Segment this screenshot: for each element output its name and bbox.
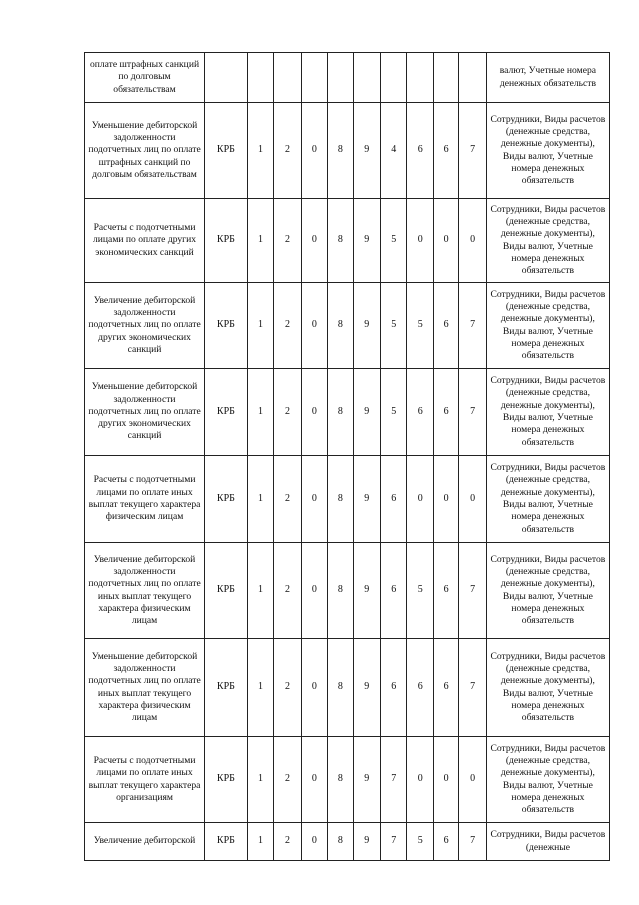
- table-row: [85, 639, 610, 737]
- account-digit-cell: 5: [381, 199, 407, 283]
- account-digit-cell: 1: [247, 823, 273, 861]
- account-name-cell: Увеличение дебиторской задолженности подотчетных лиц по оплате иных выплат текущего характера физическим лицам: [85, 543, 205, 639]
- account-digit-cell: 8: [328, 103, 353, 199]
- account-digit-cell: 0: [459, 456, 486, 543]
- kbk-cell: КРБ: [205, 199, 248, 283]
- analytics-cell: Сотрудники, Виды расчетов (денежные средства, денежные документы), Виды валют, Учетные номера денежных обязательств: [486, 103, 609, 199]
- analytics-cell: Сотрудники, Виды расчетов (денежные средства, денежные документы), Виды валют, Учетные номера денежных обязательств: [486, 283, 609, 369]
- table-row: [85, 103, 610, 199]
- account-digit-cell: 0: [301, 543, 327, 639]
- account-name-cell: оплате штрафных санкций по долговым обязательствам: [85, 53, 205, 103]
- account-digit-cell: 8: [328, 369, 353, 456]
- account-digit-cell: 4: [381, 103, 407, 199]
- kbk-cell: КРБ: [205, 103, 248, 199]
- account-digit-cell: 1: [247, 737, 273, 823]
- account-digit-cell: 0: [433, 456, 458, 543]
- account-name-cell: Увеличение дебиторской: [85, 823, 205, 861]
- kbk-cell: КРБ: [205, 283, 248, 369]
- account-digit-cell: 2: [274, 737, 301, 823]
- account-name-cell: Уменьшение дебиторской задолженности подотчетных лиц по оплате штрафных санкций по долговым обязательствам: [85, 103, 205, 199]
- account-digit-cell: 8: [328, 283, 353, 369]
- table-body: [85, 53, 610, 861]
- kbk-cell: [205, 53, 248, 103]
- table-row: [85, 823, 610, 861]
- kbk-cell: КРБ: [205, 737, 248, 823]
- account-digit-cell: 2: [274, 103, 301, 199]
- account-digit-cell: 0: [301, 283, 327, 369]
- account-digit-cell: [407, 53, 433, 103]
- account-digit-cell: 7: [459, 639, 486, 737]
- account-digit-cell: 5: [407, 543, 433, 639]
- account-digit-cell: [353, 53, 380, 103]
- analytics-cell: Сотрудники, Виды расчетов (денежные средства, денежные документы), Виды валют, Учетные номера денежных обязательств: [486, 737, 609, 823]
- account-digit-cell: 0: [407, 737, 433, 823]
- account-digit-cell: 8: [328, 823, 353, 861]
- account-digit-cell: 0: [301, 199, 327, 283]
- table-row: [85, 369, 610, 456]
- kbk-cell: КРБ: [205, 823, 248, 861]
- account-digit-cell: 1: [247, 103, 273, 199]
- kbk-cell: КРБ: [205, 543, 248, 639]
- account-digit-cell: 2: [274, 456, 301, 543]
- account-digit-cell: 5: [381, 283, 407, 369]
- account-digit-cell: 0: [301, 823, 327, 861]
- account-digit-cell: 2: [274, 823, 301, 861]
- account-digit-cell: 6: [381, 543, 407, 639]
- table-row: [85, 737, 610, 823]
- account-digit-cell: 1: [247, 283, 273, 369]
- account-digit-cell: 0: [407, 199, 433, 283]
- account-digit-cell: 6: [433, 639, 458, 737]
- table-row: [85, 199, 610, 283]
- account-digit-cell: 1: [247, 199, 273, 283]
- table-row: [85, 283, 610, 369]
- account-digit-cell: 0: [407, 456, 433, 543]
- account-name-cell: Расчеты с подотчетными лицами по оплате других экономических санкций: [85, 199, 205, 283]
- account-digit-cell: 0: [301, 639, 327, 737]
- kbk-cell: КРБ: [205, 639, 248, 737]
- account-digit-cell: [459, 53, 486, 103]
- analytics-cell: Сотрудники, Виды расчетов (денежные: [486, 823, 609, 861]
- account-digit-cell: 2: [274, 639, 301, 737]
- account-digit-cell: 5: [407, 283, 433, 369]
- account-digit-cell: 6: [433, 823, 458, 861]
- analytics-cell: валют, Учетные номера денежных обязательств: [486, 53, 609, 103]
- account-digit-cell: 9: [353, 103, 380, 199]
- account-digit-cell: [433, 53, 458, 103]
- account-name-cell: Увеличение дебиторской задолженности подотчетных лиц по оплате других экономических санкций: [85, 283, 205, 369]
- account-digit-cell: 6: [407, 369, 433, 456]
- account-name-cell: Расчеты с подотчетными лицами по оплате иных выплат текущего характера физическим лицам: [85, 456, 205, 543]
- account-digit-cell: [328, 53, 353, 103]
- account-digit-cell: 6: [407, 103, 433, 199]
- kbk-cell: КРБ: [205, 369, 248, 456]
- account-digit-cell: 6: [433, 103, 458, 199]
- account-name-cell: Уменьшение дебиторской задолженности подотчетных лиц по оплате других экономических санкций: [85, 369, 205, 456]
- analytics-cell: Сотрудники, Виды расчетов (денежные средства, денежные документы), Виды валют, Учетные номера денежных обязательств: [486, 456, 609, 543]
- analytics-cell: Сотрудники, Виды расчетов (денежные средства, денежные документы), Виды валют, Учетные номера денежных обязательств: [486, 543, 609, 639]
- analytics-cell: Сотрудники, Виды расчетов (денежные средства, денежные документы), Виды валют, Учетные номера денежных обязательств: [486, 199, 609, 283]
- table-row: [85, 543, 610, 639]
- analytics-cell: Сотрудники, Виды расчетов (денежные средства, денежные документы), Виды валют, Учетные номера денежных обязательств: [486, 639, 609, 737]
- analytics-cell: Сотрудники, Виды расчетов (денежные средства, денежные документы), Виды валют, Учетные номера денежных обязательств: [486, 369, 609, 456]
- account-digit-cell: 8: [328, 639, 353, 737]
- account-digit-cell: [247, 53, 273, 103]
- account-digit-cell: 5: [381, 369, 407, 456]
- account-digit-cell: 0: [433, 199, 458, 283]
- account-digit-cell: 9: [353, 543, 380, 639]
- account-digit-cell: 9: [353, 823, 380, 861]
- account-digit-cell: [301, 53, 327, 103]
- account-digit-cell: 2: [274, 369, 301, 456]
- account-digit-cell: 9: [353, 639, 380, 737]
- account-digit-cell: 6: [433, 543, 458, 639]
- account-digit-cell: 8: [328, 456, 353, 543]
- account-digit-cell: 0: [459, 199, 486, 283]
- account-digit-cell: [274, 53, 301, 103]
- account-digit-cell: 9: [353, 456, 380, 543]
- account-digit-cell: 5: [407, 823, 433, 861]
- account-digit-cell: 6: [381, 456, 407, 543]
- account-digit-cell: 0: [301, 369, 327, 456]
- account-digit-cell: 9: [353, 369, 380, 456]
- account-digit-cell: 0: [459, 737, 486, 823]
- account-digit-cell: 6: [381, 639, 407, 737]
- account-digit-cell: [381, 53, 407, 103]
- account-digit-cell: 7: [459, 369, 486, 456]
- account-digit-cell: 7: [459, 283, 486, 369]
- table-row: [85, 456, 610, 543]
- account-name-cell: Уменьшение дебиторской задолженности подотчетных лиц по оплате иных выплат текущего характера физическим лицам: [85, 639, 205, 737]
- account-digit-cell: 1: [247, 543, 273, 639]
- account-digit-cell: 2: [274, 283, 301, 369]
- account-digit-cell: 1: [247, 639, 273, 737]
- account-digit-cell: 6: [433, 369, 458, 456]
- account-digit-cell: 7: [459, 103, 486, 199]
- account-digit-cell: 2: [274, 543, 301, 639]
- accounts-table: [84, 52, 610, 861]
- account-digit-cell: 0: [301, 103, 327, 199]
- account-digit-cell: 7: [381, 737, 407, 823]
- account-digit-cell: 9: [353, 283, 380, 369]
- account-digit-cell: 6: [407, 639, 433, 737]
- account-digit-cell: 8: [328, 199, 353, 283]
- account-digit-cell: 7: [459, 823, 486, 861]
- account-digit-cell: 9: [353, 737, 380, 823]
- account-digit-cell: 2: [274, 199, 301, 283]
- account-digit-cell: 7: [381, 823, 407, 861]
- account-name-cell: Расчеты с подотчетными лицами по оплате иных выплат текущего характера организациям: [85, 737, 205, 823]
- account-digit-cell: 0: [301, 456, 327, 543]
- account-digit-cell: 9: [353, 199, 380, 283]
- table-row: [85, 53, 610, 103]
- account-digit-cell: 0: [433, 737, 458, 823]
- account-digit-cell: 1: [247, 456, 273, 543]
- account-digit-cell: 8: [328, 543, 353, 639]
- account-digit-cell: 6: [433, 283, 458, 369]
- account-digit-cell: 7: [459, 543, 486, 639]
- account-digit-cell: 0: [301, 737, 327, 823]
- account-digit-cell: 8: [328, 737, 353, 823]
- account-digit-cell: 1: [247, 369, 273, 456]
- kbk-cell: КРБ: [205, 456, 248, 543]
